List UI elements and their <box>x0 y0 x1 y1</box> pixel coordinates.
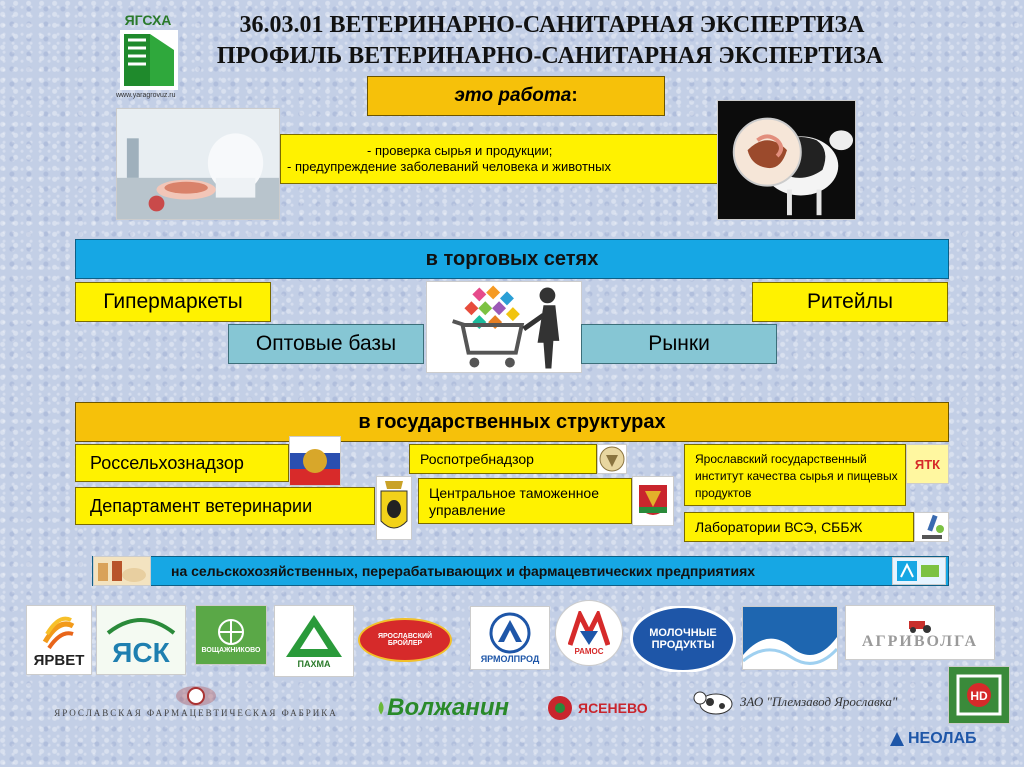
duty-item: - предупреждение заболеваний человека и животных <box>287 159 611 174</box>
logo-milk-products: МОЛОЧНЫЕ ПРОДУКТЫ <box>630 606 736 672</box>
logo-broiler: ЯРОСЛАВСКИЙ БРОЙЛЕР <box>358 618 452 662</box>
retail-hypermarkets: Гипермаркеты <box>75 282 271 322</box>
logo-yarmolprod: ЯРМОЛПРОД <box>470 606 550 670</box>
gov-labs: Лаборатории ВСЭ, СББЖ <box>684 512 914 542</box>
institute-logo-icon: ЯТК <box>906 444 949 484</box>
pharm-emblem-icon <box>174 684 218 708</box>
gov-rospotrebnadzor: Роспотребнадзор <box>409 444 597 474</box>
logo-plemzavod: ЗАО "Племзавод Ярославка" <box>692 682 950 722</box>
logo-pakhma: ПАХМА <box>274 605 354 677</box>
products-photo-icon <box>93 556 151 586</box>
customs-emblem-icon <box>632 476 674 526</box>
logo-volzhanin: Волжанин <box>375 690 509 726</box>
logo-yarvet: ЯРВЕТ <box>26 605 92 675</box>
cow-icon <box>692 684 736 720</box>
retail-wholesale: Оптовые базы <box>228 324 424 364</box>
intro-heading: это работа : <box>367 76 665 116</box>
retail-heading: в торговых сетях <box>75 239 949 279</box>
lab-photo <box>116 108 280 220</box>
logo-hd <box>948 666 1010 724</box>
intro-heading-text: это работа <box>454 85 572 106</box>
volzhanin-leaf-icon <box>375 693 387 723</box>
logo-vozhdi: ВОЩАЖНИКОВО <box>195 605 267 665</box>
cow-photo <box>717 100 856 220</box>
shopping-cart-icon <box>426 281 582 373</box>
gov-institute: Ярославский государственный институт качества сырья и пищевых продуктов <box>684 444 906 506</box>
gov-vet-department: Департамент ветеринарии <box>75 487 375 525</box>
rosselkhoznadzor-emblem-icon <box>289 436 341 486</box>
academy-url: www.yaragrovuz.ru <box>116 92 176 99</box>
book-icon <box>120 30 178 90</box>
rospotrebnadzor-emblem-icon <box>597 444 627 474</box>
retail-markets: Рынки <box>581 324 777 364</box>
enterprises-banner <box>92 556 949 586</box>
page-title-line1: 36.03.01 ВЕТЕРИНАРНО-САНИТАРНАЯ ЭКСПЕРТИЗА <box>239 12 865 38</box>
retail-retailers: Ритейлы <box>752 282 948 322</box>
microscope-icon <box>914 512 949 542</box>
neolab-mark-icon <box>888 730 906 748</box>
duty-item: - проверка сырья и продукции; <box>367 143 553 158</box>
logo-ramos: РАМОС <box>555 600 623 666</box>
logo-neolab: НЕОЛАБ <box>888 728 1012 750</box>
logo-agrivolga: АГРИВОЛГА <box>845 605 995 660</box>
enterprises-text: на сельскохозяйственных, перерабатывающих и фармацевтических предприятиях <box>171 563 756 579</box>
yasenevo-flower-icon <box>546 694 574 722</box>
academy-logo <box>116 12 180 102</box>
logo-yasenevo: ЯСЕНЕВО <box>546 692 658 724</box>
svg-text:HD: HD <box>970 689 988 703</box>
gov-rosselkhoznadzor: Россельхознадзор <box>75 444 289 482</box>
logo-yask: ЯСК <box>96 605 186 675</box>
government-heading: в государственных структурах <box>75 402 949 442</box>
logo-wave <box>742 606 838 670</box>
enterprise-logo-icon <box>892 557 946 585</box>
duties-box <box>280 134 718 184</box>
logo-pharm: ЯРОСЛАВСКАЯ ФАРМАЦЕВТИЧЕСКАЯ ФАБРИКА <box>28 684 364 728</box>
page-title-line2: ПРОФИЛЬ ВЕТЕРИНАРНО-САНИТАРНАЯ ЭКСПЕРТИЗА <box>216 43 884 69</box>
academy-logo-text: ЯГСХА <box>124 12 172 28</box>
yaroslavl-coat-of-arms-icon <box>376 476 412 540</box>
gov-customs: Центральное таможенное управление <box>418 478 632 524</box>
